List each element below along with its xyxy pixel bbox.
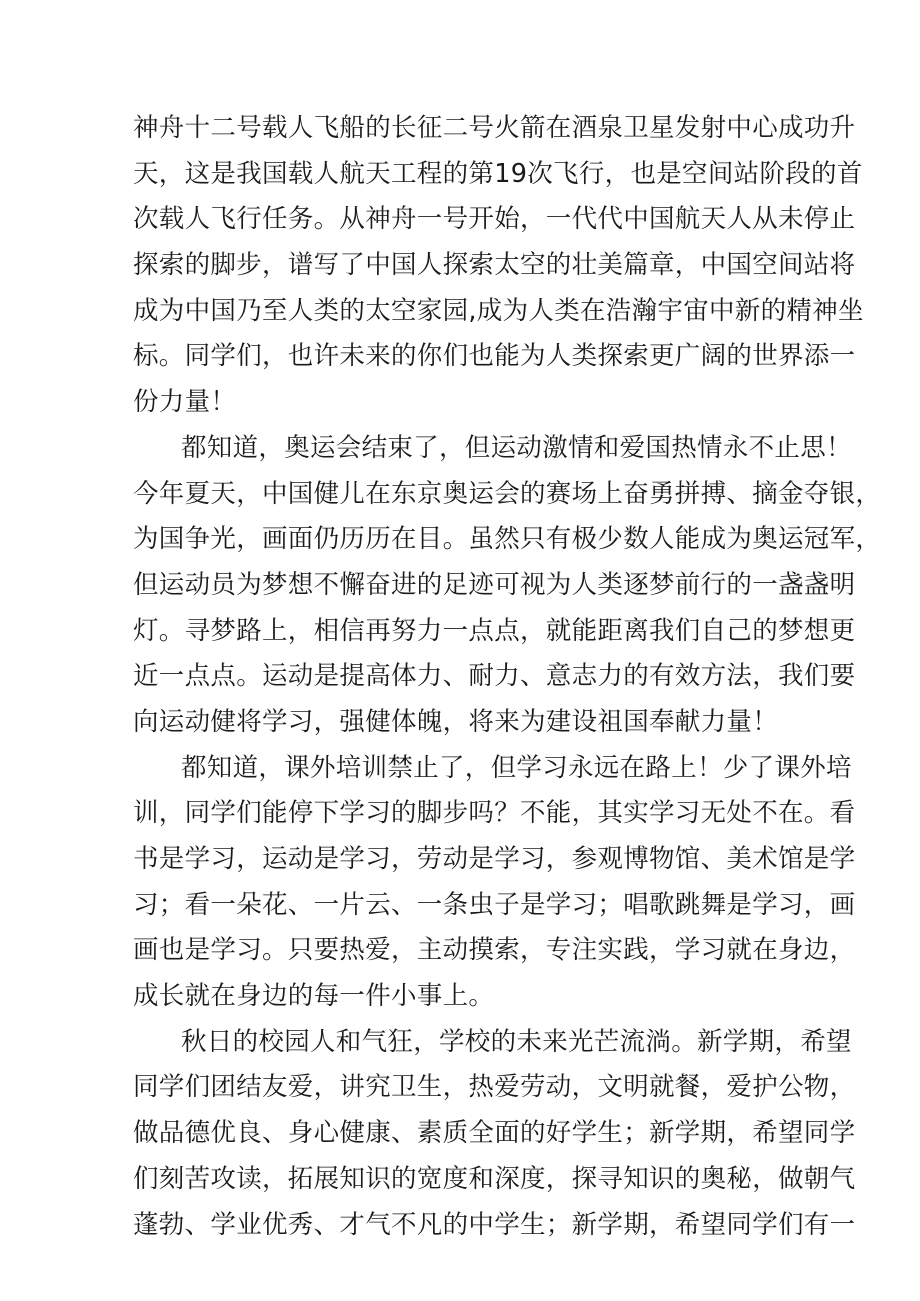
text-line: 做品德优良、身心健康、素质全面的好学生；新学期，希望同学 xyxy=(133,1118,856,1149)
text-line: 书是学习，运动是学习，劳动是学习，参观博物馆、美术馆是学 xyxy=(133,844,856,874)
text-line: 习；看一朵花、一片云、一条虫子是学习；唱歌跳舞是学习，画 xyxy=(133,889,856,920)
text-line: 同学们团结友爱，讲究卫生，热爱劳动，文明就餐，爱护公物， xyxy=(133,1072,856,1103)
text-line: 训，同学们能停下学习的脚步吗？不能，其实学习无处不在。看 xyxy=(133,798,856,829)
text-line: 次载人飞行任务。从神舟一号开始，一代代中国航天人从未停止 xyxy=(133,204,856,235)
text-line: 向运动健将学习，强健体魄，将来为建设祖国奉献力量！ xyxy=(133,706,779,737)
text-line: 今年夏天，中国健儿在东京奥运会的赛场上奋勇拼搏、摘金夺银， xyxy=(133,478,882,509)
paragraph-1 xyxy=(133,106,864,426)
text-line: 成长就在身边的每一件小事上。 xyxy=(133,981,495,1012)
text-line: 秋日的校园人和气狂，学校的未来光芒流淌。新学期，希望 xyxy=(181,1026,852,1057)
text-line: 成为中国乃至人类的太空家园,成为人类在浩瀚宇宙中新的精神坐 xyxy=(133,295,864,326)
text-line: 天，这是我国载人航天工程的第19次飞行，也是空间站阶段的首 xyxy=(133,158,863,189)
paragraph-4 xyxy=(133,1020,856,1248)
text-line: 们刻苦攻读，拓展知识的宽度和深度，探寻知识的奥秘，做朝气 xyxy=(133,1163,856,1194)
paragraph-2 xyxy=(133,426,882,746)
text-line: 为国争光，画面仍历历在目。虽然只有极少数人能成为奥运冠军， xyxy=(133,524,882,555)
text-line: 近一点点。运动是提高体力、耐力、意志力的有效方法，我们要 xyxy=(133,661,856,692)
text-line: 都知道，奥运会结束了，但运动激情和爱国热情永不止思！ xyxy=(181,432,852,463)
text-line: 画也是学习。只要热爱，主动摸索，专注实践，学习就在身边， xyxy=(133,935,856,966)
text-line: 蓬勃、学业优秀、才气不凡的中学生；新学期，希望同学们有一 xyxy=(133,1209,856,1240)
body-text xyxy=(133,106,882,1248)
text-line: 灯。寻梦路上，相信再努力一点点，就能距离我们自己的梦想更 xyxy=(133,615,856,646)
text-line: 标。同学们，也许未来的你们也能为人类探索更广阔的世界添一 xyxy=(133,341,856,372)
text-line: 神舟十二号载人飞船的长征二号火箭在酒泉卫星发射中心成功升 xyxy=(133,113,856,143)
text-line: 份力量！ xyxy=(133,387,237,418)
text-line: 探索的脚步，谱写了中国人探索太空的壮美篇章，中国空间站将 xyxy=(133,250,856,281)
paragraph-3 xyxy=(133,746,856,1020)
text-line: 但运动员为梦想不懈奋进的足迹可视为人类逐梦前行的一盏盏明 xyxy=(133,569,856,600)
text-line: 都知道，课外培训禁止了，但学习永远在路上！少了课外培 xyxy=(181,752,852,783)
